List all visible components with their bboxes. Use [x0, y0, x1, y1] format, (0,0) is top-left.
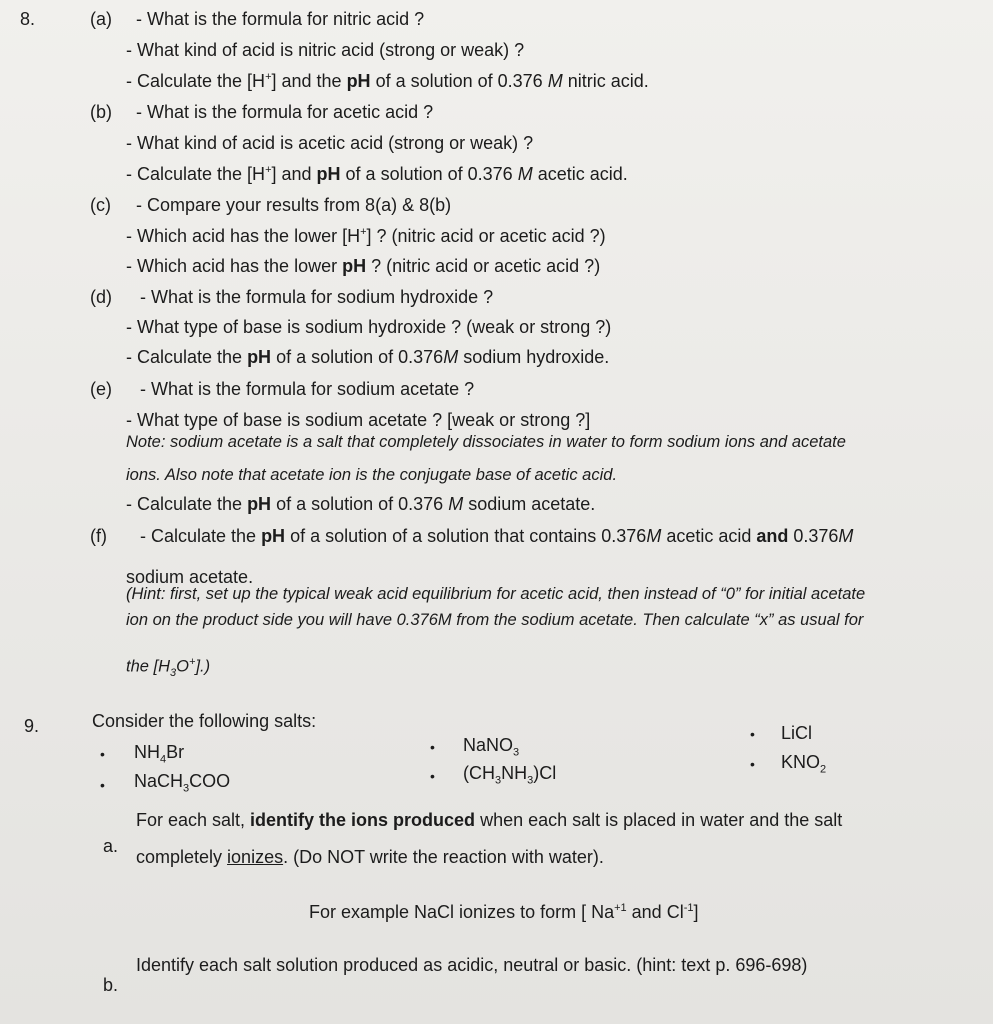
- bullet-icon: •: [430, 768, 435, 784]
- q8e-note-line2: ions. Also note that acetate ion is the conjugate base of acetic acid.: [126, 466, 618, 484]
- q8c-line3: - Which acid has the lower pH ? (nitric acid or acetic acid ?): [126, 256, 601, 276]
- bullet-icon: •: [750, 756, 755, 772]
- q8e-note-line1: Note: sodium acetate is a salt that completely dissociates in water to form sodium ions and acetate: [126, 433, 846, 451]
- q9a-line1: For each salt, identify the ions produced when each salt is placed in water and the salt: [136, 810, 843, 830]
- q8b-line3: - Calculate the [H+] and pH of a solution of 0.376 M acetic acid.: [126, 164, 628, 184]
- q8f-hint-line1: (Hint: first, set up the typical weak acid equilibrium for acetic acid, then instead of “0” for initial acetate: [126, 585, 866, 603]
- q8f-hint-line2: ion on the product side you will have 0.376M from the sodium acetate. Then calculate “x” as usual for: [126, 611, 864, 629]
- q8b-label: (b): [90, 102, 112, 122]
- q8f-line1: - Calculate the pH of a solution of a solution that contains 0.376M acetic acid and 0.376M: [140, 526, 854, 546]
- question-9-number: 9.: [24, 716, 40, 736]
- q9a-label: a.: [103, 836, 119, 856]
- q8f-line2: sodium acetate.: [126, 567, 254, 587]
- q8b-line2: - What kind of acid is acetic acid (strong or weak) ?: [126, 133, 534, 153]
- q8d-line3: - Calculate the pH of a solution of 0.376M sodium hydroxide.: [126, 347, 610, 367]
- q9a-line2: completely ionizes. (Do NOT write the reaction with water).: [136, 847, 604, 867]
- q8c-label: (c): [90, 195, 111, 215]
- salt-nach3coo: NaCH$_3$COO: [134, 771, 231, 795]
- q8d-line1: - What is the formula for sodium hydroxide ?: [140, 287, 494, 307]
- bullet-icon: •: [100, 746, 105, 762]
- bullet-icon: •: [750, 726, 755, 742]
- q8e-line3: - Calculate the pH of a solution of 0.376 M sodium acetate.: [126, 494, 596, 514]
- q8f-label: (f): [90, 526, 107, 546]
- bullet-icon: •: [430, 739, 435, 755]
- salt-nano3: NaNO$_3$: [463, 735, 520, 759]
- q8d-line2: - What type of base is sodium hydroxide ? (weak or strong ?): [126, 317, 612, 337]
- q8a-line3: - Calculate the [H+] and the pH of a solution of 0.376 M nitric acid.: [126, 71, 649, 91]
- q9b-label: b.: [103, 975, 119, 995]
- q9-intro: Consider the following salts:: [92, 711, 317, 731]
- q8e-line1: - What is the formula for sodium acetate ?: [140, 379, 475, 399]
- q8b-line1: - What is the formula for acetic acid ?: [136, 102, 434, 122]
- q8c-line2: - Which acid has the lower [H+] ? (nitric acid or acetic acid ?): [126, 226, 606, 246]
- q9b-text: Identify each salt solution produced as acidic, neutral or basic. (hint: text p. 696-698): [136, 955, 808, 975]
- q8a-line1: - What is the formula for nitric acid ?: [136, 9, 425, 29]
- q8c-line1: - Compare your results from 8(a) & 8(b): [136, 195, 452, 215]
- bullet-icon: •: [100, 777, 105, 793]
- q9a-example: For example NaCl ionizes to form [ $Na^{+1}$ and $Cl^{-1}$]: [309, 902, 699, 922]
- q8f-hint-line3: the $[H_3O^+]$.): [126, 656, 211, 679]
- salt-ch3nh3cl: $(CH_3NH_3)Cl$: [463, 763, 557, 787]
- q8a-label: (a): [90, 9, 112, 29]
- q8d-label: (d): [90, 287, 112, 307]
- q8e-label: (e): [90, 379, 112, 399]
- question-8-number: 8.: [20, 9, 36, 29]
- q8e-line2: - What type of base is sodium acetate ? [weak or strong ?]: [126, 410, 591, 430]
- q8a-line2: - What kind of acid is nitric acid (strong or weak) ?: [126, 40, 525, 60]
- salt-kno2: $KNO_2$: [781, 752, 827, 776]
- salt-licl: LiCl: [781, 723, 813, 743]
- salt-nh4br: $NH_4Br$: [134, 742, 185, 766]
